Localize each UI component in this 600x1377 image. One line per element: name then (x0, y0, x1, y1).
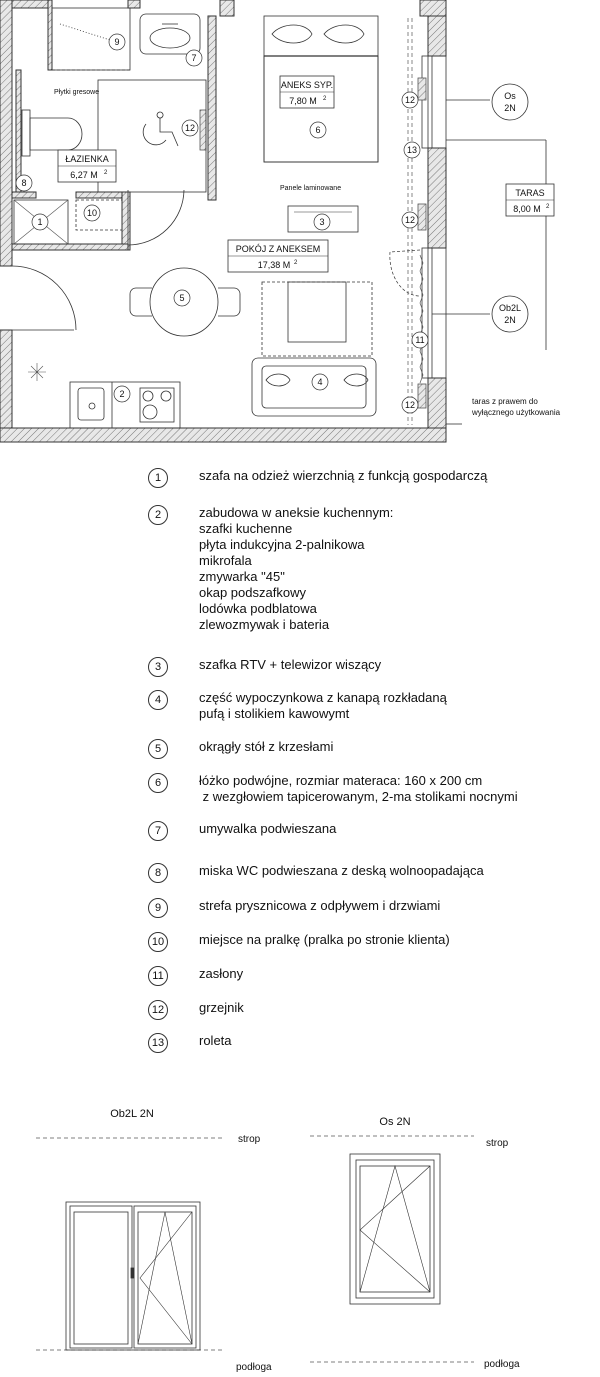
legend-description (199, 468, 487, 484)
marker-9: 9 (114, 37, 120, 47)
elevation-ob2l-floor-label: podłoga (236, 1362, 272, 1373)
legend-line: łóżko podwójne, rozmiar materaca: 160 x 200 cm (199, 773, 483, 788)
marker-4: 4 (317, 377, 323, 387)
legend-description (199, 1033, 232, 1049)
legend-number: 6 (148, 773, 168, 793)
area-sup: 2 (104, 170, 108, 176)
legend-line: zasłony (199, 966, 244, 981)
curtain-wave (420, 255, 423, 383)
legend-item (148, 690, 447, 722)
terrace-outline (446, 140, 546, 424)
walls (0, 0, 446, 442)
legend-item (148, 739, 333, 759)
legend-description (199, 932, 450, 948)
room-name-pokoj: POKÓJ Z ANEKSEM (235, 244, 321, 254)
marker-13: 13 (406, 145, 418, 155)
legend-line: grzejnik (199, 1000, 244, 1015)
legend-item (148, 932, 450, 952)
elevation-os-floor-label: podłoga (484, 1359, 520, 1370)
legend-line: zabudowa w aneksie kuchennym: (199, 505, 394, 520)
legend-line: okap podszafkowy (199, 585, 306, 600)
legend-line: zlewozmywak i bateria (199, 617, 330, 632)
legend-description (199, 773, 518, 805)
room-name-aneks-syp: ANEKS SYP. (280, 80, 334, 90)
room-area-lazienka: 6,27 M (70, 170, 98, 180)
legend-description (199, 505, 393, 633)
bathroom-door (128, 190, 184, 245)
marker-8: 8 (21, 178, 27, 188)
elevation-ob2l-title: Ob2L 2N (110, 1108, 154, 1120)
room-area-taras: 8,00 M (513, 204, 541, 214)
legend-line: z wezgłowiem tapicerowanym, 2-ma stolikami nocnymi (199, 789, 518, 804)
marker-5: 5 (179, 293, 185, 303)
legend-line: miska WC podwieszana z deską wolnoopadająca (199, 863, 484, 878)
legend-line: umywalka podwieszana (199, 821, 337, 836)
marker-12b: 12 (404, 215, 416, 225)
legend-description (199, 657, 381, 673)
legend-line: zmywarka "45" (199, 569, 285, 584)
window-tag-os-line1: Os (504, 91, 516, 101)
area-sup: 2 (294, 260, 298, 266)
note-tiles: Płytki gresowe (54, 89, 100, 96)
legend-number: 12 (148, 1000, 168, 1020)
legend-number: 3 (148, 657, 168, 677)
legend-number: 11 (148, 966, 168, 986)
window-tag-ob-line1: Ob2L (498, 303, 522, 313)
legend-item (148, 1000, 244, 1020)
legend-number: 13 (148, 1033, 168, 1053)
elevation-ob2l-ceiling-label: strop (238, 1134, 261, 1145)
legend-line: szafki kuchenne (199, 521, 293, 536)
legend-number: 2 (148, 505, 168, 525)
window-tag-ob2l (492, 296, 528, 332)
legend-item (148, 898, 440, 918)
marker-12d: 12 (184, 123, 196, 133)
legend-number: 1 (148, 468, 168, 488)
balcony-door (390, 250, 420, 296)
legend-item (148, 505, 393, 633)
note-terrace-2: wyłącznego użytkowania (472, 408, 561, 417)
marker-12a: 12 (404, 95, 416, 105)
legend-item (148, 773, 518, 805)
note-panels: Panele laminowane (280, 185, 342, 192)
legend-description (199, 898, 440, 914)
legend-line: część wypoczynkowa z kanapą rozkładaną (199, 690, 447, 705)
legend-line: strefa prysznicowa z odpływem i drzwiami (199, 898, 441, 913)
sofa-area (252, 282, 376, 416)
legend-line: pufą i stolikiem kawowymt (199, 706, 350, 721)
legend-description (199, 739, 333, 755)
legend-number: 5 (148, 739, 168, 759)
marker-10: 10 (86, 208, 98, 218)
legend-item (148, 966, 243, 986)
legend-number: 10 (148, 932, 168, 952)
area-sup: 2 (546, 204, 550, 210)
window-tag-os (492, 84, 528, 120)
legend-line: mikrofala (199, 553, 252, 568)
legend-description (199, 863, 484, 879)
marker-3: 3 (319, 217, 325, 227)
window-tag-ob-line2: 2N (504, 315, 516, 325)
legend-description (199, 1000, 244, 1016)
marker-7: 7 (191, 53, 197, 63)
legend-item (148, 821, 336, 841)
legend-line: roleta (199, 1033, 232, 1048)
note-terrace-1: taras z prawem do (472, 397, 538, 406)
room-name-taras: TARAS (515, 188, 545, 198)
legend-item (148, 863, 484, 883)
legend-description (199, 821, 336, 837)
legend-item (148, 657, 381, 677)
marker-11: 11 (415, 335, 425, 345)
marker-2: 2 (119, 389, 125, 399)
legend-line: okrągły stół z krzesłami (199, 739, 334, 754)
legend-line: płyta indukcyjna 2-palnikowa (199, 537, 365, 552)
legend-description (199, 690, 447, 722)
legend-number: 4 (148, 690, 168, 710)
area-sup: 2 (323, 96, 327, 102)
room-area-aneks-syp: 7,80 M (289, 96, 317, 106)
legend-line: lodówka podblatowa (199, 601, 317, 616)
legend-line: miejsce na pralkę (pralka po stronie klienta) (199, 932, 450, 947)
marker-6: 6 (315, 125, 321, 135)
legend-number: 7 (148, 821, 168, 841)
marker-12c: 12 (404, 400, 416, 410)
room-name-lazienka: ŁAZIENKA (65, 154, 109, 164)
legend-number: 9 (148, 898, 168, 918)
legend-number: 8 (148, 863, 168, 883)
legend-item (148, 1033, 232, 1053)
elevation-os-window (350, 1154, 440, 1304)
legend-item (148, 468, 487, 488)
legend-description (199, 966, 243, 982)
entry-door (12, 266, 76, 330)
marker-1: 1 (37, 217, 43, 227)
elevation-ob2l-window (66, 1202, 200, 1350)
room-area-pokoj: 17,38 M (257, 260, 291, 270)
legend-line: szafka RTV + telewizor wiszący (199, 657, 382, 672)
window-tag-os-line2: 2N (504, 103, 516, 113)
elevation-os-ceiling-label: strop (486, 1138, 509, 1149)
entrance-marker (28, 363, 46, 381)
elevation-os-title: Os 2N (379, 1116, 411, 1128)
legend-line: szafa na odzież wierzchnią z funkcją gospodarczą (199, 468, 488, 483)
